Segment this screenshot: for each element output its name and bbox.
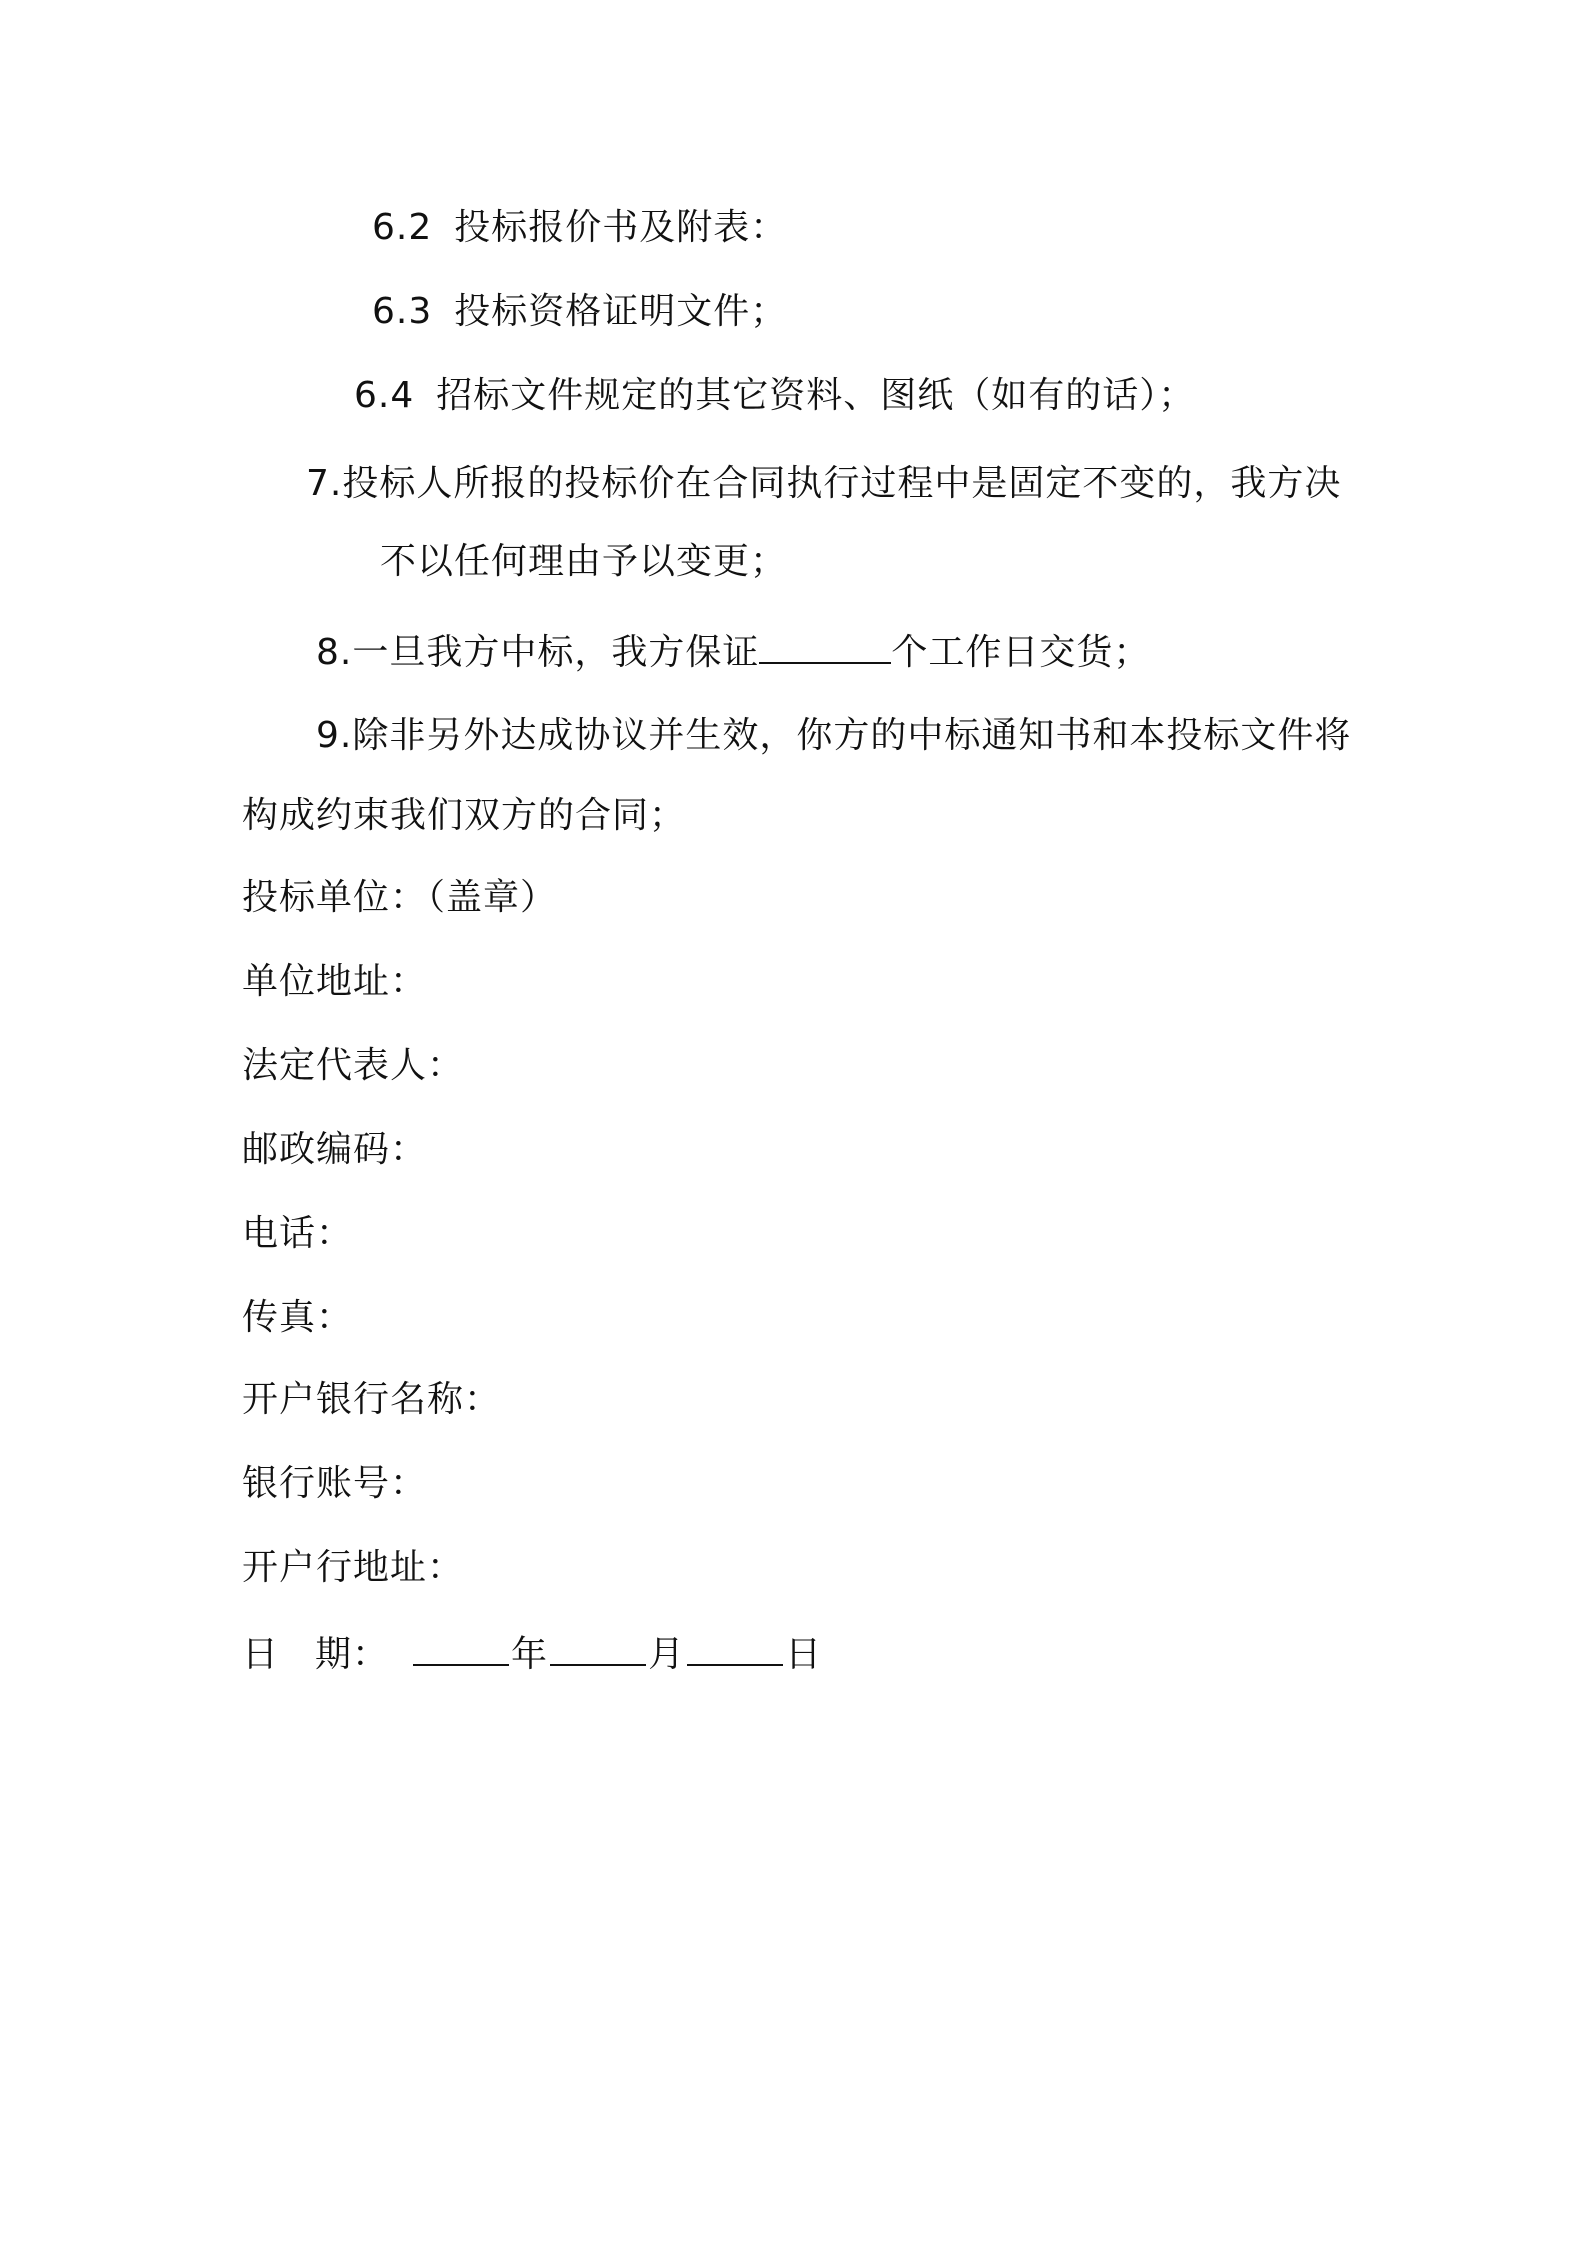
date-field	[242, 1630, 822, 1677]
bank-name-field: 开户银行名称：	[242, 1379, 502, 1420]
item-text: 投标资格证明文件；	[454, 291, 788, 332]
item-9-line-1: 9.除非另外达成协议并生效，你方的中标通知书和本投标文件将	[316, 715, 1352, 756]
item-number: 6.3	[372, 291, 433, 332]
fax-field: 传真：	[242, 1297, 354, 1338]
delivery-days-blank	[759, 628, 891, 664]
item-text: 投标报价书及附表：	[454, 207, 788, 248]
phone-field: 电话：	[242, 1213, 354, 1254]
date-label-day: 日	[242, 1634, 280, 1675]
item-8	[316, 628, 1150, 675]
year-blank	[413, 1630, 509, 1666]
bank-address-field: 开户行地址：	[242, 1547, 465, 1588]
item-7-line-1: 7.投标人所报的投标价在合同执行过程中是固定不变的，我方决	[306, 463, 1342, 504]
day-label: 日	[785, 1634, 823, 1675]
item-6-3	[372, 290, 787, 334]
item-text: 招标文件规定的其它资料、图纸（如有的话）；	[436, 375, 1196, 416]
year-label: 年	[511, 1634, 549, 1675]
item-7-line-2: 不以任何理由予以变更；	[380, 541, 788, 582]
item-8-text-after: 个工作日交货；	[891, 632, 1151, 673]
postcode-field: 邮政编码：	[242, 1129, 428, 1170]
item-number: 6.4	[354, 375, 415, 416]
address-field: 单位地址：	[242, 961, 428, 1002]
item-number: 6.2	[372, 207, 433, 248]
month-label: 月	[648, 1634, 686, 1675]
item-9-line-2: 构成约束我们双方的合同；	[242, 795, 687, 836]
item-8-text-before: 8.一旦我方中标，我方保证	[316, 632, 760, 673]
date-colon: ：	[352, 1634, 390, 1675]
legal-rep-field: 法定代表人：	[242, 1045, 465, 1086]
item-6-2	[372, 206, 787, 250]
day-blank	[687, 1630, 783, 1666]
bank-account-field: 银行账号：	[242, 1463, 428, 1504]
date-label-period: 期	[315, 1634, 353, 1675]
item-6-4	[354, 374, 1195, 418]
month-blank	[550, 1630, 646, 1666]
bidder-field: 投标单位：（盖章）	[242, 877, 558, 918]
